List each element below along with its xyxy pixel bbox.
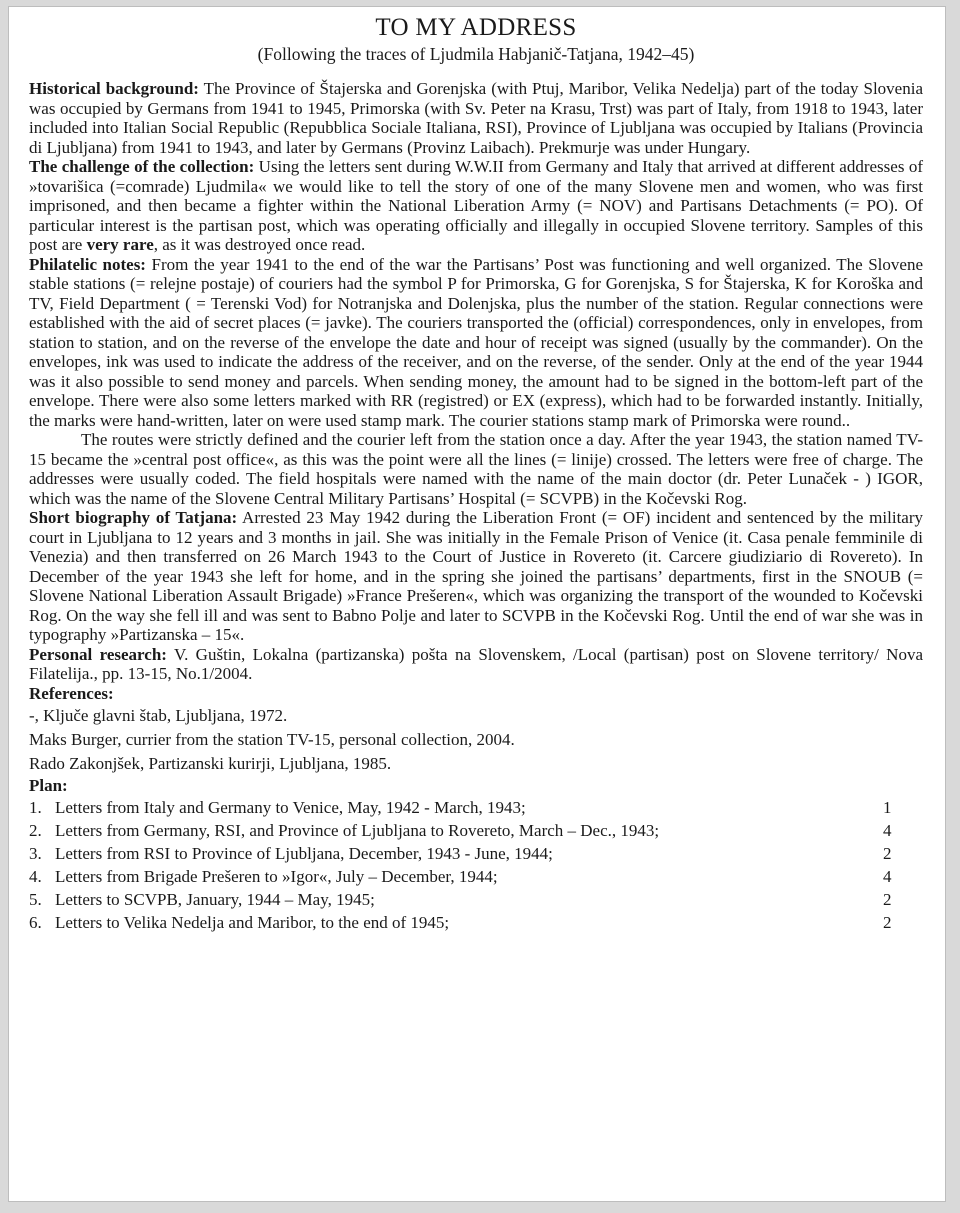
philatelic-notes-paragraph	[29, 255, 923, 431]
plan-item	[29, 819, 923, 842]
reference-item: -, Ključe glavni štab, Ljubljana, 1972.	[29, 705, 288, 725]
plan-item-text: Letters from Germany, RSI, and Province of Ljubljana to Rovereto, March – Dec., 1943;	[55, 820, 660, 840]
challenge-text-a: Using the letters sent during W.W.II from Germany and Italy that arrived at different addresses of »tovarišica (=comrade) Ljudmila« we would like to tell the story of one of the many Slovene men and women, who was first imprisoned, and then became a fighter within the National Liberation Army (= NOV) and Partisans Detachments (= PO). Of particular interest is the partisan post, which was operating officially and illegally in occupied Slovene territory. Samples of this post are	[29, 157, 923, 254]
plan-item-number: 5.	[29, 889, 42, 909]
plan-item-number: 2.	[29, 820, 42, 840]
document-page	[8, 6, 946, 1202]
routes-paragraph: The routes were strictly defined and the courier left from the station once a day. After the year 1943, the station named TV-15 became the »central post office«, as this was the point were all the lines (= linije) crossed. The letters were free of charge. The addresses were usually coded. The field hospitals were named with the name of the main doctor (dr. Peter Lunaček - ) IGOR, which was the name of the Slovene Central Military Partisans’ Hospital (= SCVPB) in the Kočevski Rog.	[29, 430, 923, 508]
plan-item-number: 3.	[29, 843, 42, 863]
plan-item-number: 1.	[29, 797, 42, 817]
plan-item-count: 1	[883, 797, 892, 817]
page-subtitle: (Following the traces of Ljudmila Habjanič-Tatjana, 1942–45)	[257, 44, 695, 64]
philatelic-notes-heading: Philatelic notes:	[29, 254, 146, 274]
biography-text: Arrested 23 May 1942 during the Liberation Front (= OF) incident and sentenced by the military court in Ljubljana to 12 years and 3 months in jail. She was initially in the Female Prison of Venice (it. Casa penale femminile di Venezia) and then transferred on 26 March 1943 to the Court of Justice in Rovereto (it. Carcere giudiziario di Rovereto). In December of the year 1943 she left for home, and in the spring she joined the partisans’ departments, first in the SNOUB (= Slovene National Liberation Assault Brigade) »France Prešeren«, which was organizing the transport of the wounded to Kočevski Rog. On the way she fell ill and was sent to Babno Polje and later to SCVPB in the Kočevski Rog. Until the end of war she was in typography »Partizanska – 15«.	[29, 508, 923, 644]
plan-item-text: Letters from Brigade Prešeren to »Igor«, July – December, 1944;	[55, 866, 498, 886]
biography-heading: Short biography of Tatjana:	[29, 508, 238, 527]
philatelic-notes-text: From the year 1941 to the end of the war the Partisans’ Post was functioning and well organized. The Slovene stable stations (= relejne postaje) of couriers had the symbol P for Primorska, G for Gorenjska, S for Štajerska, K for Koroška and TV, Field Department ( = Terenski Vod) for Notranjska and Dolenjska, plus the number of the station. Regular connections were established with the aid of secret places (= javke). The couriers transported the (official) correspondences, only in envelopes, from station to station, and on the reverse of the envelope the date and hour of receipt was signed (usually by the commander). On the envelopes, ink was used to indicate the address of the receiver, and on the reverse, of the sender. Only at the end of the year 1944 was it also possible to send money and parcels. When sending money, the amount had to be signed in the bottom-left part of the envelope. There were also some letters marked with RR (registred) or EX (express), which had to be forwarded instantly. Initially, the marks were hand-written, later on were used stamp mark. The courier stations stamp mark of Primorska were round..	[29, 254, 923, 430]
plan-item	[29, 911, 923, 934]
plan-item-count: 4	[883, 866, 892, 886]
plan-item-number: 4.	[29, 866, 42, 886]
personal-research-text: V. Guštin, Lokalna (partizanska) pošta na Slovenskem, /Local (partisan) post on Slovene territory/ Nova Filatelija., pp. 13-15, No.1/2004.	[29, 644, 923, 683]
plan-item-count: 2	[883, 843, 892, 863]
challenge-emphasis: very rare	[86, 235, 154, 254]
plan-item-text: Letters from Italy and Germany to Venice, May, 1942 - March, 1943;	[55, 797, 526, 817]
plan-item	[29, 865, 923, 888]
plan-item-text: Letters from RSI to Province of Ljubljana, December, 1943 - June, 1944;	[55, 843, 553, 863]
historical-background-text: The Province of Štajerska and Gorenjska (with Ptuj, Maribor, Velika Nedelja) part of the today Slovenia was occupied by Germans from 1941 to 1945, Primorska (with Sv. Peter na Krasu, Trst) was part of Italy, from 1918 to 1943, later included into Italian Social Republic (Repubblica Sociale Italiana, RSI), Province of Ljubljana was occupied by Italians (Provincia di Ljubljana) from 1941 to 1943, and later by Germans (Provinz Laibach). Prekmurje was under Hungary.	[29, 79, 923, 157]
page-title: TO MY ADDRESS	[375, 14, 577, 41]
personal-research-heading: Personal research:	[29, 644, 167, 664]
reference-item: Maks Burger, currier from the station TV-15, personal collection, 2004.	[29, 729, 515, 749]
plan-item-count: 2	[883, 912, 892, 932]
personal-research-paragraph	[29, 645, 923, 684]
plan-item-text: Letters to SCVPB, January, 1944 – May, 1945;	[55, 889, 375, 909]
plan-item-number: 6.	[29, 912, 42, 932]
plan-list	[29, 796, 923, 934]
challenge-text-b: , as it was destroyed once read.	[153, 235, 366, 254]
plan-heading: Plan:	[29, 775, 68, 795]
references-heading: References:	[29, 683, 114, 703]
historical-background-paragraph	[29, 79, 923, 157]
plan-item-count: 2	[883, 889, 892, 909]
challenge-paragraph	[29, 157, 923, 255]
historical-background-heading: Historical background:	[29, 79, 199, 98]
challenge-heading: The challenge of the collection:	[29, 157, 255, 176]
biography-paragraph	[29, 508, 923, 645]
plan-item-text: Letters to Velika Nedelja and Maribor, to the end of 1945;	[55, 912, 450, 932]
plan-item	[29, 842, 923, 865]
plan-item	[29, 796, 923, 819]
reference-item: Rado Zakonjšek, Partizanski kurirji, Ljubljana, 1985.	[29, 753, 392, 773]
plan-item	[29, 888, 923, 911]
plan-item-count: 4	[883, 820, 892, 840]
